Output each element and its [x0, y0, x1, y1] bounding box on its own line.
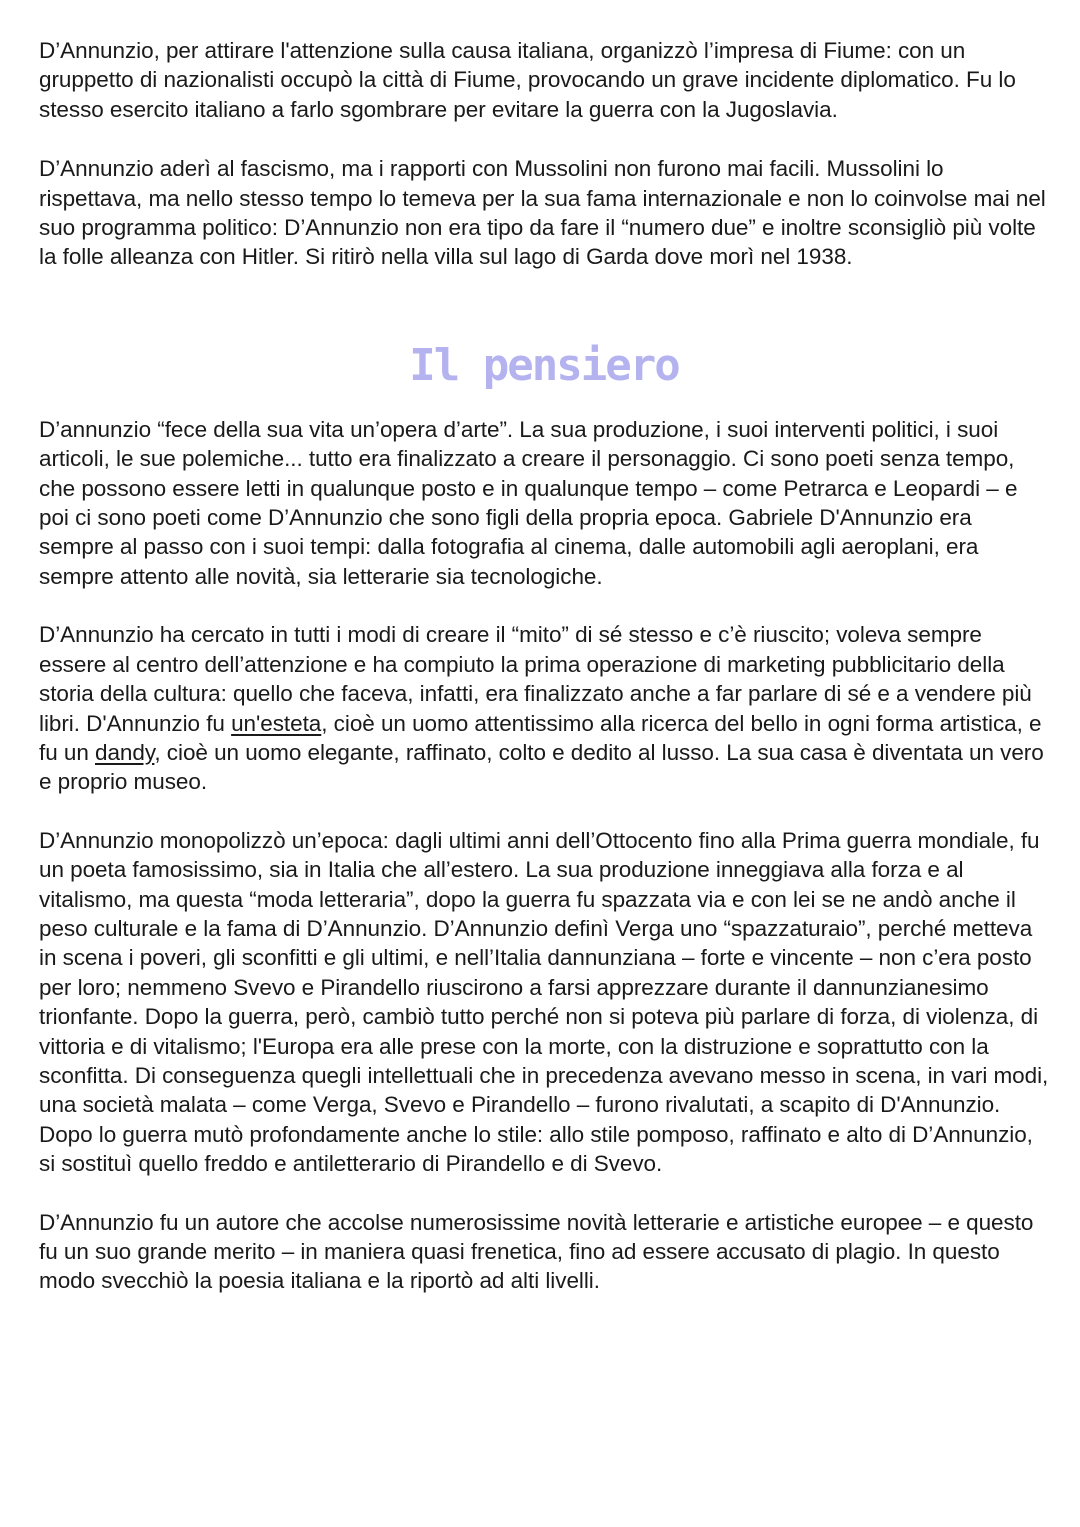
paragraph-mito-part-1: D’Annunzio ha cercato in tutti i modi di creare il “mito” di sé stesso e c’è riuscito; voleva sempre essere al centro dell’attenzione e ha compiuto la prima operazione di marketing pubblicitario della storia della cultura: quello che faceva, infatti, era finalizzato anche a far parlare di sé e a vendere più libri. D'Annunzio fu	[39, 622, 1032, 736]
paragraph-epoca: D’Annunzio monopolizzò un’epoca: dagli ultimi anni dell’Ottocento fino alla Prima guerra mondiale, fu un poeta famosissimo, sia in Italia che all’estero. La sua produzione inneggiava alla forza e al vitalismo, ma questa “moda letteraria”, dopo la guerra fu spazzata via e con lei se ne andò anche il peso culturale e la fama di D’Annunzio. D’Annunzio definì Verga uno “spazzaturaio”, perché metteva in scena i poveri, gli sconfitti e gli ultimi, e nell’Italia dannunziana – forte e vincente – non c’era posto per loro; nemmeno Svevo e Pirandello riuscirono a farsi apprezzare durante il dannunzianesimo trionfante. Dopo la guerra, però, cambiò tutto perché non si poteva più parlare di forza, di violenza, di vittoria e di vitalismo; l'Europa era alle prese con la morte, con la distruzione e soprattutto con la sconfitta. Di conseguenza quegli intellettuali che in precedenza avevano messo in scena, in vari modi, una società malata – come Verga, Svevo e Pirandello – furono rivalutati, a scapito di D'Annunzio. Dopo lo guerra mutò profondamente anche lo stile: allo stile pomposo, raffinato e alto di D’Annunzio, si sostituì quello freddo e antiletterario di Pirandello e di Svevo.	[39, 827, 1049, 1177]
document-page	[39, 36, 1049, 1296]
paragraph-mito-part-2: , cioè un uomo attentissimo alla ricerca del bello in ogni forma artistica, e fu un	[39, 710, 1042, 765]
section-title-il-pensiero: Il pensiero	[409, 339, 679, 391]
paragraph-novita: D’Annunzio fu un autore che accolse numerosissime novità letterarie e artistiche europee – e questo fu un suo grande merito – in maniera quasi frenetica, fino ad essere accusato di plagio. In questo modo svecchiò la poesia italiana e la riportò ad alti livelli.	[39, 1209, 1034, 1294]
paragraph-opera-d-arte: D’annunzio “fece della sua vita un’opera d’arte”. La sua produzione, i suoi interventi politici, i suoi articoli, le sue polemiche... tutto era finalizzato a creare il personaggio. Ci sono poeti senza tempo, che possono essere letti in qualunque posto e in qualunque tempo – come Petrarca e Leopardi – e poi ci sono poeti come D’Annunzio che sono figli della propria epoca. Gabriele D'Annunzio era sempre al passo con i suoi tempi: dalla fotografia al cinema, dalle automobili agli aeroplani, era sempre attento alle novità, sia letterarie sia tecnologiche.	[39, 416, 1018, 589]
paragraph-fascismo: D’Annunzio aderì al fascismo, ma i rapporti con Mussolini non furono mai facili. Mussolini lo rispettava, ma nello stesso tempo lo temeva per la sua fama internazionale e non lo coinvolse mai nel suo programma politico: D’Annunzio non era tipo da fare il “numero due” e inoltre sconsigliò più volte la folle alleanza con Hitler. Si ritirò nella villa sul lago di Garda dove morì nel 1938.	[39, 156, 1046, 270]
paragraph-mito	[39, 620, 1049, 796]
term-esteta: un'esteta	[231, 710, 322, 736]
paragraph-fiume: D’Annunzio, per attirare l'attenzione sulla causa italiana, organizzò l’impresa di Fiume: con un gruppetto di nazionalisti occupò la città di Fiume, provocando un grave incidente diplomatico. Fu lo stesso esercito italiano a farlo sgombrare per evitare la guerra con la Jugoslavia.	[39, 38, 1016, 122]
term-dandy: dandy	[95, 739, 155, 765]
paragraph-mito-part-3: , cioè un uomo elegante, raffinato, colto e dedito al lusso. La sua casa è diventata un vero e proprio museo.	[39, 739, 1044, 795]
